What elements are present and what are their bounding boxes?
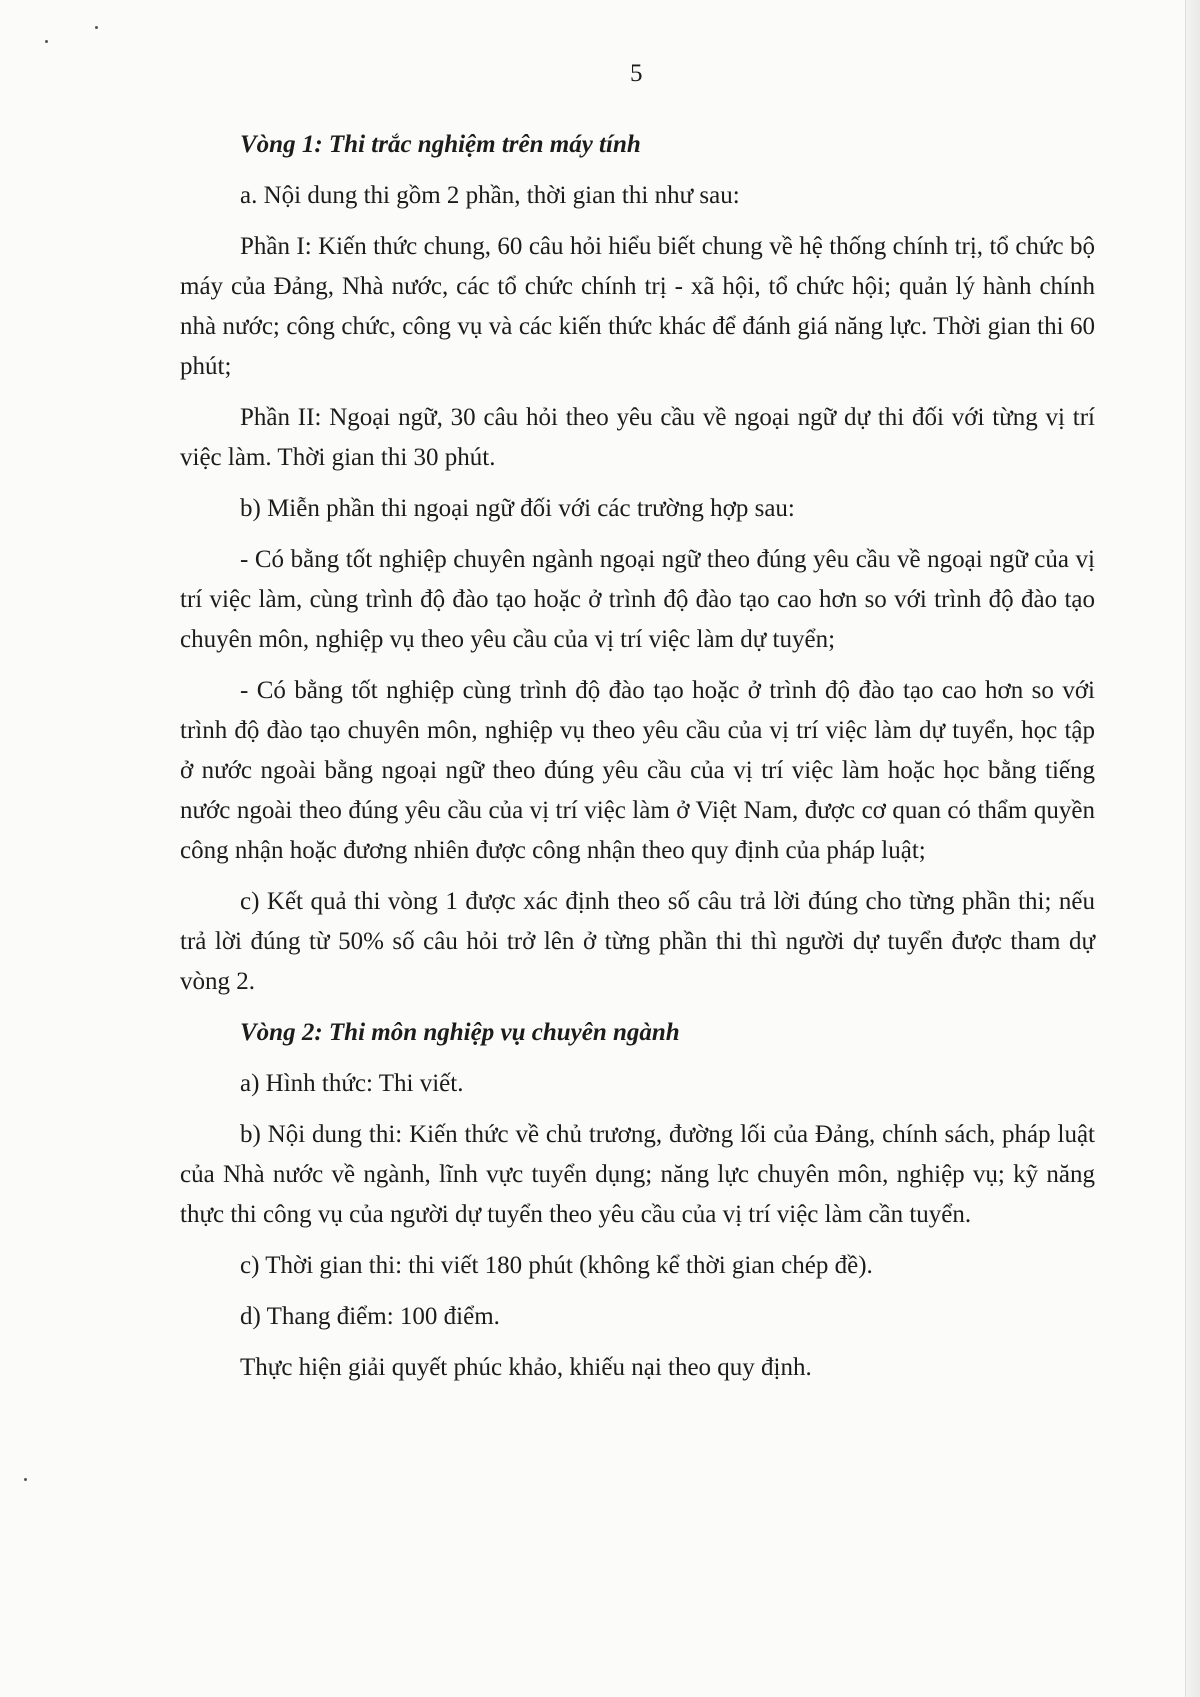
- paragraph-exam-content: a. Nội dung thi gồm 2 phần, thời gian thi như sau:: [240, 182, 740, 209]
- scan-speck: [24, 1478, 27, 1481]
- page-number: 5: [630, 60, 643, 87]
- paragraph-exemption: b) Miễn phần thi ngoại ngữ đối với các trường hợp sau:: [240, 495, 795, 522]
- document-body: [180, 125, 1095, 1399]
- paragraph-exam-duration: c) Thời gian thi: thi viết 180 phút (không kể thời gian chép đề).: [240, 1252, 873, 1279]
- list-item-exemption-1: - Có bằng tốt nghiệp chuyên ngành ngoại ngữ theo đúng yêu cầu về ngoại ngữ của vị trí việc làm, cùng trình độ đào tạo hoặc ở trình độ đào tạo cao hơn so với trình độ đào tạo chuyên môn, nghiệp vụ theo yêu cầu của vị trí việc làm dự tuyển;: [180, 546, 1095, 653]
- paragraph-exam-form: a) Hình thức: Thi viết.: [240, 1070, 464, 1097]
- paragraph-part-1: Phần I: Kiến thức chung, 60 câu hỏi hiểu biết chung về hệ thống chính trị, tổ chức bộ máy của Đảng, Nhà nước, các tổ chức chính trị - xã hội, tổ chức hội; quản lý hành chính nhà nước; công chức, công vụ và các kiến thức khác để đánh giá năng lực. Thời gian thi 60 phút;: [180, 233, 1095, 380]
- list-item-exemption-2: - Có bằng tốt nghiệp cùng trình độ đào tạo hoặc ở trình độ đào tạo cao hơn so với trình độ đào tạo chuyên môn, nghiệp vụ theo yêu cầu của vị trí việc làm dự tuyển, học tập ở nước ngoài bằng ngoại ngữ theo đúng yêu cầu của vị trí việc làm hoặc học bằng tiếng nước ngoài theo đúng yêu cầu của vị trí việc làm ở Việt Nam, được cơ quan có thẩm quyền công nhận hoặc đương nhiên được công nhận theo quy định của pháp luật;: [180, 677, 1095, 864]
- page-edge: [1185, 0, 1200, 1697]
- paragraph-part-2: Phần II: Ngoại ngữ, 30 câu hỏi theo yêu cầu về ngoại ngữ dự thi đối với từng vị trí việc làm. Thời gian thi 30 phút.: [180, 404, 1095, 471]
- scan-speck: [45, 40, 48, 43]
- paragraph-appeals: Thực hiện giải quyết phúc khảo, khiếu nại theo quy định.: [240, 1354, 812, 1381]
- section-heading-round-1: Vòng 1: Thi trắc nghiệm trên máy tính: [240, 131, 641, 158]
- section-heading-round-2: Vòng 2: Thi môn nghiệp vụ chuyên ngành: [240, 1019, 680, 1046]
- paragraph-score-scale: d) Thang điểm: 100 điểm.: [240, 1303, 500, 1330]
- scan-speck: [95, 26, 98, 29]
- paragraph-round-1-result: c) Kết quả thi vòng 1 được xác định theo số câu trả lời đúng cho từng phần thi; nếu trả lời đúng từ 50% số câu hỏi trở lên ở từng phần thi thì người dự tuyển được tham dự vòng 2.: [180, 888, 1095, 995]
- paragraph-exam-topics: b) Nội dung thi: Kiến thức về chủ trương, đường lối của Đảng, chính sách, pháp luật của Nhà nước về ngành, lĩnh vực tuyển dụng; năng lực chuyên môn, nghiệp vụ; kỹ năng thực thi công vụ của người dự tuyển theo yêu cầu của vị trí việc làm cần tuyển.: [180, 1121, 1095, 1228]
